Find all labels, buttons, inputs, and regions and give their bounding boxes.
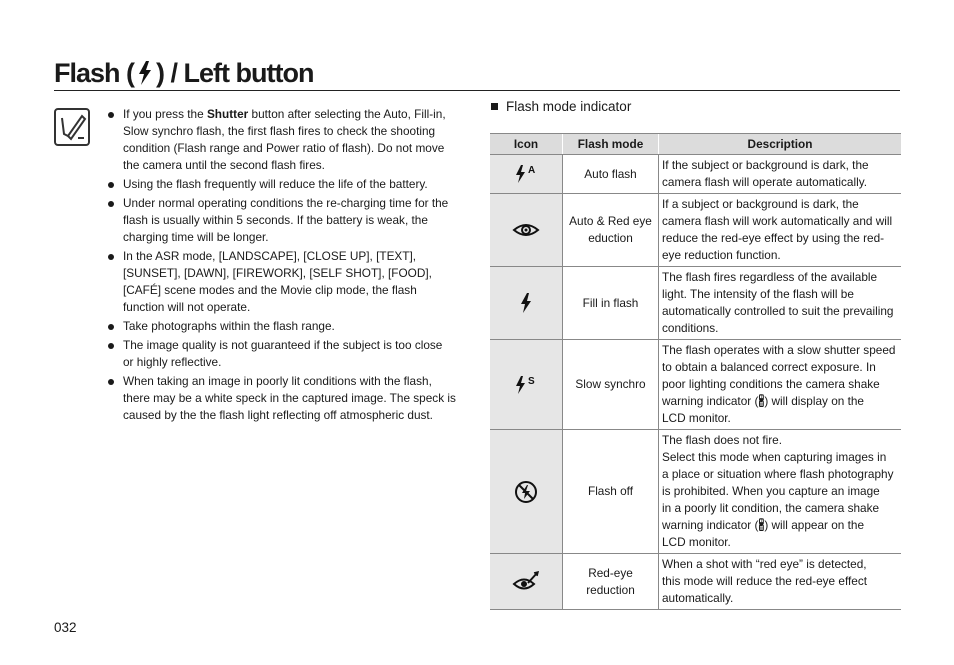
page-title [54, 56, 900, 91]
table-row [490, 430, 901, 554]
header-description: Description [659, 134, 902, 155]
mode-cell: Auto & Red eye eduction [563, 194, 659, 267]
notes-list [106, 106, 456, 426]
flash-slow-synchro-icon [514, 374, 538, 396]
note-item: Using the flash frequently will reduce the life of the battery. [106, 176, 456, 193]
title-prefix: Flash ( [54, 58, 135, 88]
table-header-row [490, 134, 901, 155]
svg-text:A: A [528, 165, 536, 176]
page-number: 032 [54, 620, 77, 635]
svg-text:S: S [528, 375, 535, 387]
description-cell: The flash operates with a slow shutter speed to obtain a balanced correct exposure. In poor lighting conditions the camera shake warning indicator (🖁) will display on the LCD monitor. [659, 340, 902, 430]
description-cell: When a shot with “red eye” is detected, this mode will reduce the red-eye effect automatically. [659, 554, 902, 610]
table-row [490, 194, 901, 267]
note-item: Take photographs within the flash range. [106, 318, 456, 335]
section-heading: Flash mode indicator [491, 99, 631, 114]
table-row [490, 155, 901, 194]
header-icon: Icon [490, 134, 563, 155]
note-item: Under normal operating conditions the re-charging time for the flash is usually within 5 seconds. If the battery is weak, the charging time will be longer. [106, 195, 456, 246]
description-cell: If a subject or background is dark, the camera flash will work automatically and will reduce the red-eye effect by using the red- eye reduction function. [659, 194, 902, 267]
header-flash-mode: Flash mode [563, 134, 659, 155]
flash-fill-in-icon [519, 292, 533, 314]
mode-cell: Red-eye reduction [563, 554, 659, 610]
red-eye-reduction-icon [512, 571, 540, 593]
square-bullet-icon [491, 103, 498, 110]
mode-cell: Auto flash [563, 155, 659, 194]
mode-cell: Fill in flash [563, 267, 659, 340]
mode-cell: Slow synchro [563, 340, 659, 430]
table-row [490, 554, 901, 610]
table-row [490, 340, 901, 430]
table-row [490, 267, 901, 340]
mode-cell: Flash off [563, 430, 659, 554]
flash-icon [136, 60, 154, 86]
flash-off-icon [514, 480, 538, 504]
note-item: When taking an image in poorly lit conditions with the flash, there may be a white speck in the captured image. The speck is caused by the the flash light reflecting off atmospheric dust. [106, 373, 456, 424]
description-cell: If the subject or background is dark, the camera flash will operate automatically. [659, 155, 902, 194]
note-item: In the ASR mode, [LANDSCAPE], [CLOSE UP], [TEXT], [SUNSET], [DAWN], [FIREWORK], [SELF SHOT], [FOOD], [CAFÉ] scene modes and the Movie clip mode, the flash function will not operate. [106, 248, 456, 316]
flash-auto-icon [514, 163, 538, 185]
note-item: The image quality is not guaranteed if the subject is too close or highly reflective. [106, 337, 456, 371]
note-item: If you press the Shutter button after selecting the Auto, Fill-in, Slow synchro flash, the first flash fires to check the shooting condition (Flash range and Power ratio of flash). Do not move the camera until the second flash fires. [106, 106, 456, 174]
description-cell: The flash fires regardless of the available light. The intensity of the flash will be automatically controlled to suit the prevailing conditions. [659, 267, 902, 340]
title-suffix: ) / Left button [156, 58, 314, 88]
flash-mode-table [490, 133, 901, 610]
description-cell: The flash does not fire. Select this mode when capturing images in a place or situation where flash photography is prohibited. When you capture an image in a poorly lit condition, the camera shake warning indicator (🖁) will appear on the LCD monitor. [659, 430, 902, 554]
note-pencil-icon [54, 108, 90, 146]
red-eye-auto-icon [512, 221, 540, 239]
